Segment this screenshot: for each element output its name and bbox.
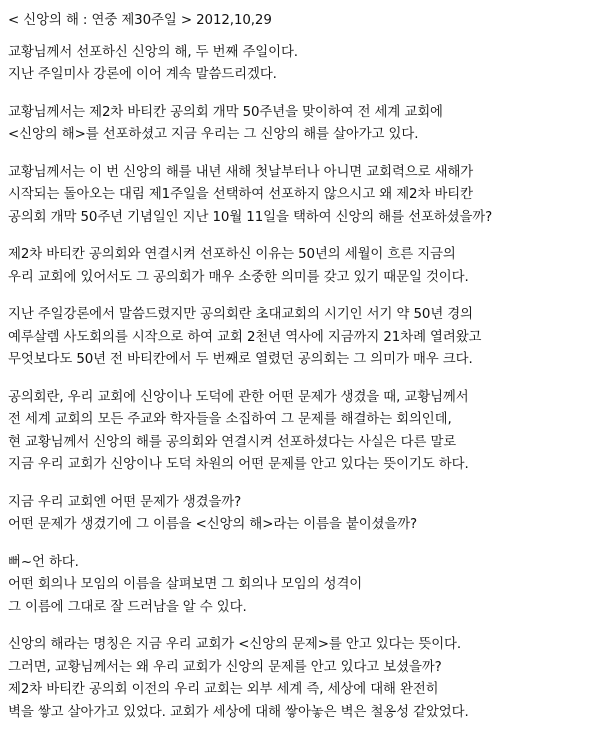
paragraph-line: 우리 교회에 있어서도 그 공의회가 매우 소중한 의미를 갖고 있기 때문일 것이다. — [8, 269, 469, 285]
paragraph-line: 제2차 바티칸 공의회와 연결시켜 선포하신 이유는 50년의 세월이 흐른 지금의 — [8, 247, 456, 262]
paragraph — [8, 634, 588, 724]
paragraph-line: 예루살렘 사도회의를 시작으로 하여 교회 2천년 역사에 지금까지 21차례 열려왔고 — [8, 329, 482, 345]
paragraph — [8, 304, 588, 372]
paragraph — [8, 42, 588, 87]
paragraph-line: 그러면, 교황님께서는 왜 우리 교회가 신앙의 문제를 안고 있다고 보셨을까? — [8, 659, 442, 675]
paragraph-line: 현 교황님께서 신앙의 해를 공의회와 연결시켜 선포하셨다는 사실은 다른 말로 — [8, 434, 457, 450]
paragraph-line: 시작되는 돌아오는 대림 제1주일을 선택하여 선포하지 않으시고 왜 제2차 바티칸 — [8, 187, 473, 202]
paragraph-line: 교황님께서 선포하신 신앙의 해, 두 번째 주일이다. — [8, 44, 298, 60]
paragraph — [8, 244, 588, 289]
paragraph — [8, 492, 588, 537]
document-body — [8, 42, 588, 725]
paragraph-line: 어떤 문제가 생겼기에 그 이름을 <신앙의 해>라는 이름을 붙이셨을까? — [8, 517, 418, 532]
paragraph-line: 벽을 쌓고 살아가고 있었다. 교회가 세상에 대해 쌓아놓은 벽은 철옹성 같았었다. — [8, 704, 469, 720]
paragraph-line: 교황님께서는 제2차 바티칸 공의회 개막 50주년을 맞이하여 전 세계 교회에 — [8, 104, 443, 120]
paragraph-line: 그 이름에 그대로 잘 드러남을 알 수 있다. — [8, 599, 247, 615]
paragraph — [8, 162, 588, 230]
paragraph-line: 뻐~언 하다. — [8, 554, 79, 570]
paragraph-line: 지난 주일강론에서 말씀드렸지만 공의회란 초대교회의 시기인 서기 약 50년 경의 — [8, 307, 473, 322]
paragraph — [8, 552, 588, 620]
paragraph — [8, 102, 588, 147]
paragraph-line: 신앙의 해라는 명칭은 지금 우리 교회가 <신앙의 문제>를 안고 있다는 뜻이다. — [8, 637, 462, 652]
paragraph-line: 전 세계 교회의 모든 주교와 학자들을 소집하여 그 문제를 해결하는 회의인데, — [8, 412, 452, 427]
paragraph-line: 교황님께서는 이 번 신앙의 해를 내년 새해 첫날부터나 아니면 교회력으로 새해가 — [8, 164, 474, 180]
document-title: < 신앙의 해 : 연중 제30주일 > 2012,10,29 — [8, 13, 272, 28]
paragraph-line: 공의회란, 우리 교회에 신앙이나 도덕에 관한 어떤 문제가 생겼을 때, 교황님께서 — [8, 389, 469, 405]
paragraph-line: 어떤 회의나 모임의 이름을 살펴보면 그 회의나 모임의 성격이 — [8, 577, 363, 592]
paragraph-line: 지난 주일미사 강론에 이어 계속 말씀드리겠다. — [8, 67, 277, 82]
paragraph-line: 제2차 바티칸 공의회 이전의 우리 교회는 외부 세계 즉, 세상에 대해 완전히 — [8, 682, 439, 697]
paragraph-line: <신앙의 해>를 선포하셨고 지금 우리는 그 신앙의 해를 살아가고 있다. — [8, 127, 419, 142]
paragraph-line: 지금 우리 교회엔 어떤 문제가 생겼을까? — [8, 494, 242, 510]
paragraph — [8, 387, 588, 477]
paragraph-line: 공의회 개막 50주년 기념일인 지난 10월 11일을 택하여 신앙의 해를 선포하셨을까? — [8, 209, 493, 225]
paragraph-line: 지금 우리 교회가 신앙이나 도덕 차원의 어떤 문제를 안고 있다는 뜻이기도 하다. — [8, 457, 469, 472]
paragraph-line: 무엇보다도 50년 전 바티칸에서 두 번째로 열렸던 공의회는 그 의미가 매우 크다. — [8, 352, 473, 367]
